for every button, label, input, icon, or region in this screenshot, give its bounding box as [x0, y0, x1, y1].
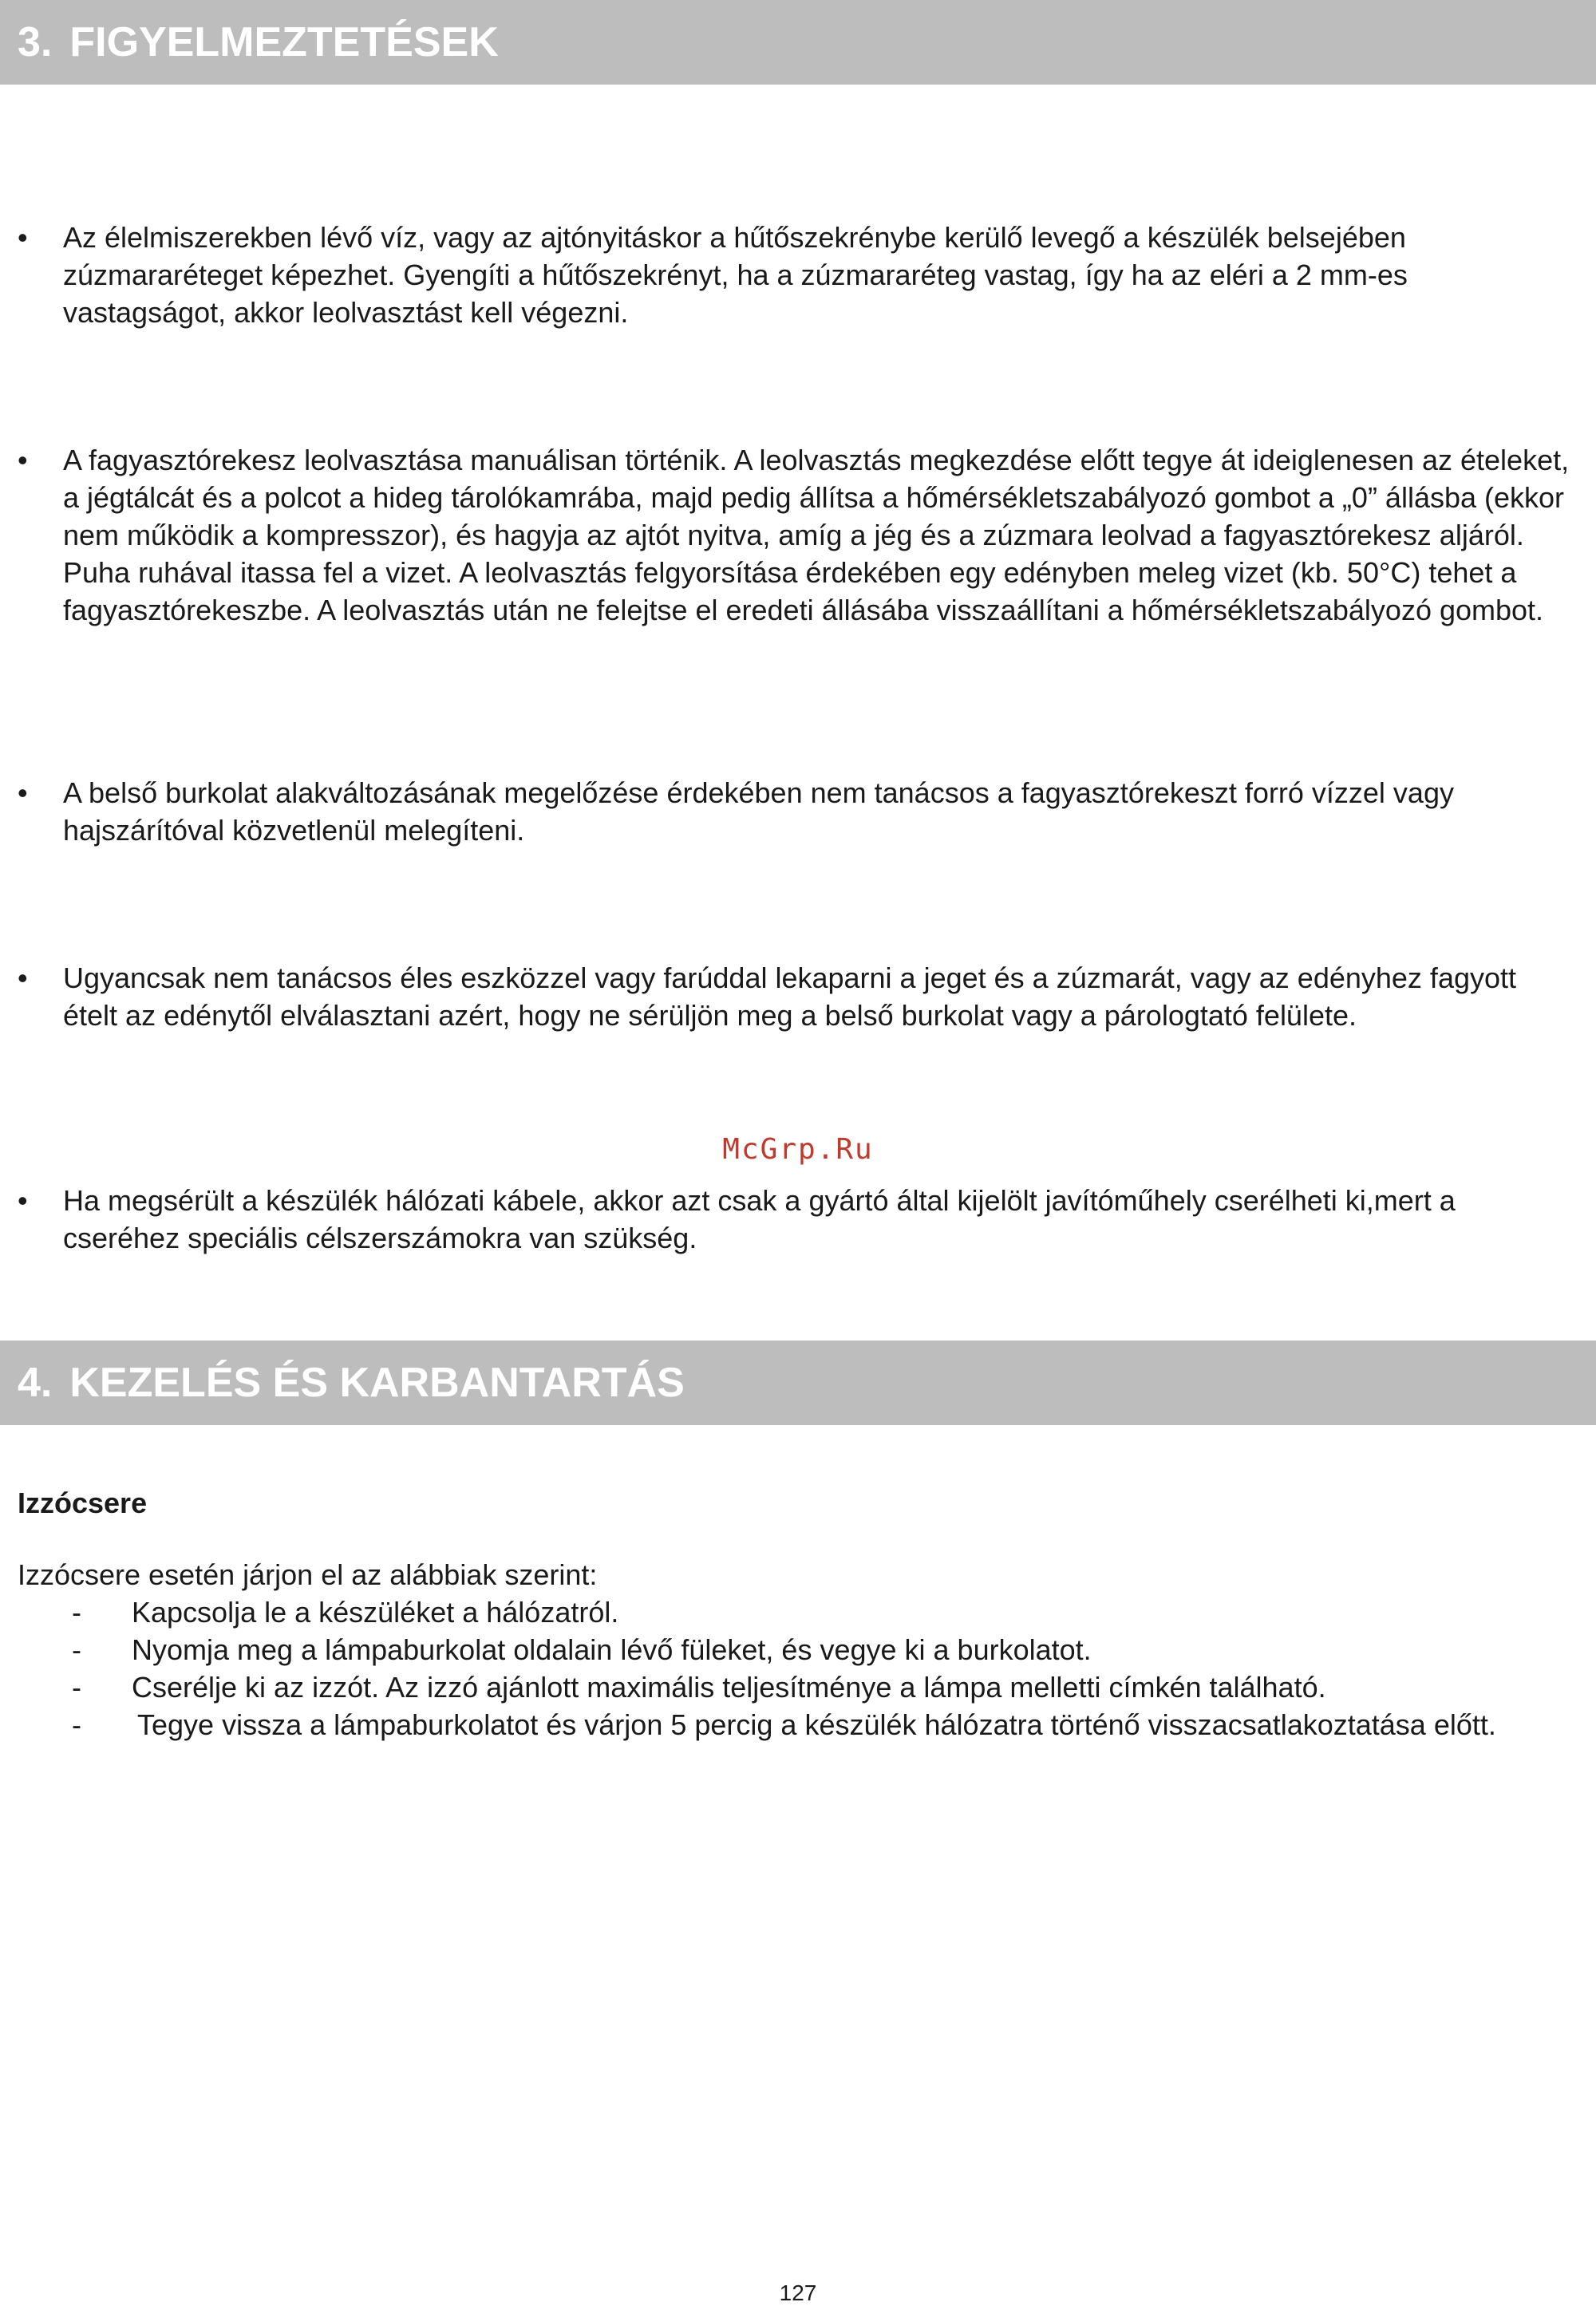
lamp-replacement-steps — [18, 1593, 1574, 1743]
dash-marker: - — [72, 1633, 81, 1666]
section-3-title: FIGYELMEZTETÉSEK — [69, 19, 499, 65]
warning-bullet-3 — [18, 774, 1574, 849]
warning-bullet-5 — [18, 1182, 1574, 1257]
step-text: Cserélje ki az izzót. Az izzó ajánlott maximális teljesítménye a lámpa melletti címkén található. — [132, 1671, 1326, 1704]
step-item — [18, 1668, 1574, 1706]
warning-bullet-4 — [18, 959, 1574, 1034]
bullet-text: A belső burkolat alakváltozásának megelőzése érdekében nem tanácsos a fagyasztórekeszt forró vízzel vagy hajszárítóval közvetlenül melegíteni. — [63, 776, 1454, 847]
lamp-replacement-heading: Izzócsere — [18, 1487, 148, 1519]
step-item — [18, 1706, 1574, 1743]
section-3-number: 3. — [18, 19, 53, 65]
warning-bullet-2 — [18, 441, 1574, 629]
bullet-icon: • — [18, 1184, 28, 1217]
watermark-link[interactable]: McGrp.Ru — [722, 1133, 874, 1166]
bullet-text: Ugyancsak nem tanácsos éles eszközzel vagy farúddal lekaparni a jeget és a zúzmarát, vagy az edényhez fagyott ételt az edénytől elválasztani azért, hogy ne sérüljön meg a belső burkolat vagy a párologtató felülete. — [63, 961, 1517, 1032]
step-text: Nyomja meg a lámpaburkolat oldalain lévő füleket, és vegye ki a burkolatot. — [132, 1633, 1092, 1666]
page-number: 127 — [779, 2280, 817, 2305]
section-4-title: KEZELÉS ÉS KARBANTARTÁS — [69, 1360, 685, 1406]
warning-bullet-1 — [18, 219, 1574, 331]
bullet-icon: • — [18, 221, 28, 254]
bullet-icon: • — [18, 961, 28, 994]
bullet-text: Az élelmiszerekben lévő víz, vagy az ajtónyitáskor a hűtőszekrénybe kerülő levegő a készülék belsejében zúzmararéteget képezhet. Gyengíti a hűtőszekrényt, ha a zúzmararéteg vastag, így ha az eléri a 2 mm-es vastagságot, akkor leolvasztást kell végezni. — [63, 221, 1408, 329]
bullet-icon: • — [18, 444, 28, 476]
bullet-icon: • — [18, 776, 28, 809]
step-text: Tegye vissza a lámpaburkolatot és várjon 5 percig a készülék hálózatra történő visszacsatlakoztatása előtt. — [137, 1708, 1496, 1741]
step-item — [18, 1631, 1574, 1668]
section-3-header — [0, 0, 1596, 85]
lamp-replacement-intro: Izzócsere esetén járjon el az alábbiak szerint: — [18, 1558, 598, 1591]
dash-marker: - — [72, 1708, 81, 1741]
step-text: Kapcsolja le a készüléket a hálózatról. — [132, 1596, 619, 1629]
step-item — [18, 1593, 1574, 1631]
dash-marker: - — [72, 1596, 81, 1629]
bullet-text: A fagyasztórekesz leolvasztása manuálisan történik. A leolvasztás megkezdése előtt tegye át ideiglenesen az ételeket, a jégtálcát és a polcot a hideg tárolókamrába, majd pedig állítsa a hőmérsékletszabályozó gombot a „0” állásba (ekkor nem működik a kompresszor), és hagyja az ajtót nyitva, amíg a jég és a zúzmara leolvad a fagyasztórekesz aljáról. Puha ruhával itassa fel a vizet. A leolvasztás felgyorsítása érdekében egy edényben meleg vizet (kb. 50°C) tehet a fagyasztórekeszbe. A leolvasztás után ne felejtse el eredeti állásába visszaállítani a hőmérsékletszabályozó gombot. — [63, 444, 1570, 626]
section-4-number: 4. — [18, 1360, 53, 1406]
section-4-header — [0, 1341, 1596, 1425]
bullet-text: Ha megsérült a készülék hálózati kábele, akkor azt csak a gyártó által kijelölt javítóműhely cserélheti ki,mert a cseréhez speciális célszerszámokra van szükség. — [63, 1184, 1456, 1254]
dash-marker: - — [72, 1671, 81, 1704]
